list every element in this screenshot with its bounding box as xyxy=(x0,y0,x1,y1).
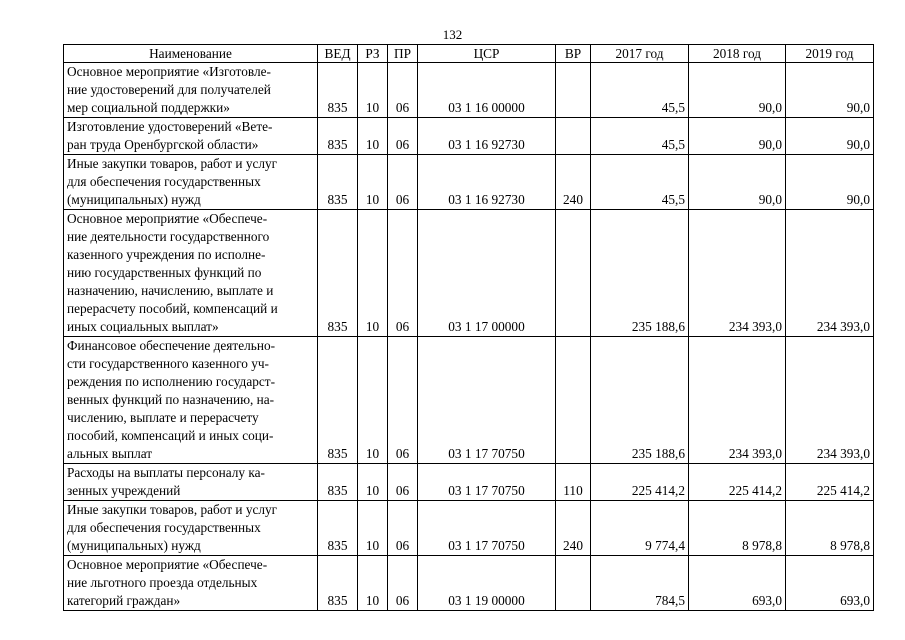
cell-2018: 90,0 xyxy=(689,155,786,210)
cell-name-line: Иные закупки товаров, работ и услуг xyxy=(67,156,278,171)
cell-csr: 03 1 17 00000 xyxy=(418,210,556,337)
cell-ved: 835 xyxy=(318,118,358,155)
cell-2017: 235 188,6 xyxy=(591,210,689,337)
cell-rz: 10 xyxy=(358,155,388,210)
cell-rz: 10 xyxy=(358,556,388,611)
cell-name-line: ран труда Оренбургской области» xyxy=(67,137,259,152)
header-2017: 2017 год xyxy=(591,45,689,63)
cell-name-line: числению, выплате и перерасчету xyxy=(67,410,259,425)
cell-name xyxy=(64,337,318,464)
cell-name-line: Основное мероприятие «Изготовле- xyxy=(67,64,271,79)
table-row xyxy=(64,155,874,210)
header-pr: ПР xyxy=(388,45,418,63)
cell-name-line: для обеспечения государственных xyxy=(67,174,261,189)
cell-name-line: (муниципальных) нужд xyxy=(67,538,201,553)
cell-name xyxy=(64,118,318,155)
cell-2019: 90,0 xyxy=(786,118,874,155)
cell-2019: 8 978,8 xyxy=(786,501,874,556)
cell-2019: 234 393,0 xyxy=(786,337,874,464)
cell-name xyxy=(64,155,318,210)
header-2019: 2019 год xyxy=(786,45,874,63)
cell-csr: 03 1 19 00000 xyxy=(418,556,556,611)
cell-2018: 234 393,0 xyxy=(689,210,786,337)
cell-name-line: (муниципальных) нужд xyxy=(67,192,201,207)
cell-2018: 234 393,0 xyxy=(689,337,786,464)
cell-vr xyxy=(556,118,591,155)
cell-name xyxy=(64,501,318,556)
header-ved: ВЕД xyxy=(318,45,358,63)
cell-name-line: пособий, компенсаций и иных соци- xyxy=(67,428,274,443)
cell-name-line: категорий граждан» xyxy=(67,593,181,608)
cell-name-line: сти государственного казенного уч- xyxy=(67,356,269,371)
table-body xyxy=(64,63,874,611)
cell-name-line: Иные закупки товаров, работ и услуг xyxy=(67,502,278,517)
cell-2018: 8 978,8 xyxy=(689,501,786,556)
cell-name-line: для обеспечения государственных xyxy=(67,520,261,535)
cell-name-line: перерасчету пособий, компенсаций и xyxy=(67,301,278,316)
cell-name-line: нию государственных функций по xyxy=(67,265,262,280)
cell-name-line: альных выплат xyxy=(67,446,153,461)
cell-ved: 835 xyxy=(318,501,358,556)
cell-vr: 240 xyxy=(556,155,591,210)
cell-2017: 225 414,2 xyxy=(591,464,689,501)
cell-2017: 45,5 xyxy=(591,63,689,118)
cell-pr: 06 xyxy=(388,464,418,501)
cell-2017: 45,5 xyxy=(591,155,689,210)
header-rz: РЗ xyxy=(358,45,388,63)
cell-csr: 03 1 16 92730 xyxy=(418,118,556,155)
cell-2019: 90,0 xyxy=(786,155,874,210)
cell-2017: 235 188,6 xyxy=(591,337,689,464)
cell-vr: 240 xyxy=(556,501,591,556)
header-2018: 2018 год xyxy=(689,45,786,63)
cell-vr xyxy=(556,337,591,464)
table-row xyxy=(64,556,874,611)
cell-vr xyxy=(556,556,591,611)
cell-name-line: казенного учреждения по исполне- xyxy=(67,247,266,262)
cell-name-line: венных функций по назначению, на- xyxy=(67,392,275,407)
cell-name-line: Расходы на выплаты персоналу ка- xyxy=(67,465,265,480)
cell-2017: 784,5 xyxy=(591,556,689,611)
cell-2018: 693,0 xyxy=(689,556,786,611)
cell-csr: 03 1 17 70750 xyxy=(418,464,556,501)
cell-2017: 45,5 xyxy=(591,118,689,155)
cell-name-line: зенных учреждений xyxy=(67,483,181,498)
cell-csr: 03 1 16 92730 xyxy=(418,155,556,210)
cell-2018: 225 414,2 xyxy=(689,464,786,501)
cell-name-line: назначению, начислению, выплате и xyxy=(67,283,274,298)
cell-ved: 835 xyxy=(318,337,358,464)
cell-name xyxy=(64,464,318,501)
cell-rz: 10 xyxy=(358,63,388,118)
cell-2017: 9 774,4 xyxy=(591,501,689,556)
cell-name xyxy=(64,63,318,118)
cell-rz: 10 xyxy=(358,464,388,501)
cell-name-line: Финансовое обеспечение деятельно- xyxy=(67,338,276,353)
cell-ved: 835 xyxy=(318,556,358,611)
cell-pr: 06 xyxy=(388,155,418,210)
cell-name xyxy=(64,210,318,337)
cell-name-line: ние удостоверений для получателей xyxy=(67,82,271,97)
cell-name-line: Изготовление удостоверений «Вете- xyxy=(67,119,273,134)
table-row xyxy=(64,464,874,501)
cell-rz: 10 xyxy=(358,337,388,464)
header-csr: ЦСР xyxy=(418,45,556,63)
table-row xyxy=(64,63,874,118)
table-header-row xyxy=(64,45,874,63)
budget-table xyxy=(63,44,874,611)
cell-ved: 835 xyxy=(318,63,358,118)
cell-pr: 06 xyxy=(388,118,418,155)
cell-2018: 90,0 xyxy=(689,63,786,118)
cell-name-line: мер социальной поддержки» xyxy=(67,100,230,115)
cell-vr: 110 xyxy=(556,464,591,501)
cell-vr xyxy=(556,63,591,118)
cell-ved: 835 xyxy=(318,155,358,210)
cell-pr: 06 xyxy=(388,556,418,611)
page-number: 132 xyxy=(442,27,463,42)
table-row xyxy=(64,118,874,155)
cell-rz: 10 xyxy=(358,118,388,155)
cell-csr: 03 1 17 70750 xyxy=(418,501,556,556)
cell-name-line: ние деятельности государственного xyxy=(67,229,270,244)
cell-2019: 90,0 xyxy=(786,63,874,118)
table-row xyxy=(64,210,874,337)
cell-pr: 06 xyxy=(388,63,418,118)
cell-csr: 03 1 17 70750 xyxy=(418,337,556,464)
cell-pr: 06 xyxy=(388,501,418,556)
table-row xyxy=(64,337,874,464)
cell-csr: 03 1 16 00000 xyxy=(418,63,556,118)
cell-2019: 693,0 xyxy=(786,556,874,611)
cell-rz: 10 xyxy=(358,501,388,556)
table-row xyxy=(64,501,874,556)
cell-name xyxy=(64,556,318,611)
cell-2019: 234 393,0 xyxy=(786,210,874,337)
cell-ved: 835 xyxy=(318,464,358,501)
header-name: Наименование xyxy=(64,45,318,63)
cell-name-line: Основное мероприятие «Обеспече- xyxy=(67,211,268,226)
cell-ved: 835 xyxy=(318,210,358,337)
cell-vr xyxy=(556,210,591,337)
cell-pr: 06 xyxy=(388,337,418,464)
cell-rz: 10 xyxy=(358,210,388,337)
cell-name-line: реждения по исполнению государст- xyxy=(67,374,276,389)
cell-2018: 90,0 xyxy=(689,118,786,155)
cell-name-line: Основное мероприятие «Обеспече- xyxy=(67,557,268,572)
cell-2019: 225 414,2 xyxy=(786,464,874,501)
cell-name-line: иных социальных выплат» xyxy=(67,319,219,334)
header-vr: ВР xyxy=(556,45,591,63)
cell-pr: 06 xyxy=(388,210,418,337)
cell-name-line: ние льготного проезда отдельных xyxy=(67,575,258,590)
